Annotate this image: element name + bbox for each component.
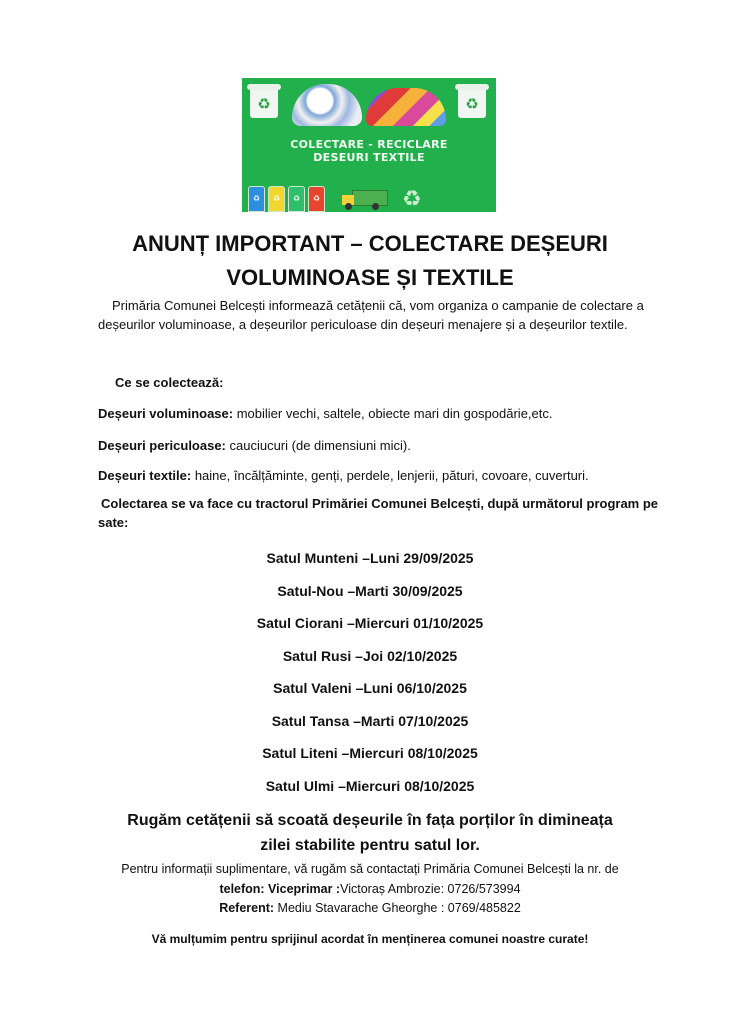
yellow-bin-icon: ♻	[268, 186, 285, 212]
recycle-bin-icon: ♻	[458, 88, 486, 118]
item-text: haine, încălțăminte, genți, perdele, lenjerii, pături, covoare, cuverturi.	[191, 468, 589, 483]
what-heading: Ce se colectează:	[115, 375, 224, 390]
info-ref-line	[60, 899, 680, 919]
item-voluminous	[98, 404, 658, 423]
schedule-item: Satul-Nou –Marti 30/09/2025	[277, 582, 463, 599]
banner-line-2: DESEURI TEXTILE	[313, 151, 425, 164]
recycle-bin-icon: ♻	[250, 88, 278, 118]
intro-paragraph: Primăria Comunei Belcești informează cetățenii că, vom organiza o campanie de colectare a deșeurilor voluminoase, a deșeurilor periculoase din deșeuri menajere și a deșeurilor textile.	[98, 298, 644, 332]
item-label: Deșeuri voluminoase:	[98, 406, 234, 421]
schedule-item: Satul Ciorani –Miercuri 01/10/2025	[256, 615, 484, 631]
banner-line-1: COLECTARE - RECICLARE	[290, 138, 448, 151]
contact-info	[60, 860, 680, 919]
plea-line-2: zilei stabilite pentru satul lor.	[260, 837, 480, 854]
blue-bin-icon: ♻	[248, 186, 265, 212]
item-hazardous	[98, 436, 658, 455]
schedule-item: Satul Ulmi –Miercuri 08/10/2025	[265, 777, 475, 794]
plea-text	[60, 808, 680, 858]
red-bin-icon: ♻	[308, 186, 325, 212]
title-line-1: ANUNȚ IMPORTANT – COLECTARE DEȘEURI	[132, 231, 608, 256]
title-line-2: VOLUMINOASE ȘI TEXTILE	[226, 265, 514, 290]
info-vice-line	[60, 880, 680, 900]
thanks-text: Vă mulțumim pentru sprijinul acordat în menținerea comunei noastre curate!	[151, 932, 589, 946]
white-clothes-pile	[292, 84, 362, 126]
schedule-item: Satul Tansa –Marti 07/10/2025	[271, 712, 469, 729]
phone-label: telefon: Viceprimar :	[219, 881, 341, 896]
item-text: cauciucuri (de dimensiuni mici).	[225, 438, 411, 453]
schedule-item: Satul Rusi –Joi 02/10/2025	[282, 647, 458, 664]
referent-contact: Mediu Stavarache Gheorghe : 0769/485822	[274, 901, 521, 915]
collection-note: Colectarea se va face cu tractorul Primăriei Comunei Belcești, după următorul program pe sate:	[98, 496, 659, 530]
colored-clothes-pile	[366, 88, 446, 126]
banner-text	[242, 138, 496, 164]
item-label: Deșeuri periculoase:	[98, 438, 226, 453]
schedule-list	[170, 542, 570, 802]
schedule-item: Satul Munteni –Luni 29/09/2025	[266, 550, 474, 566]
referent-label: Referent:	[219, 901, 275, 915]
green-bin-icon: ♻	[288, 186, 305, 212]
page-title	[40, 227, 700, 295]
item-text: mobilier vechi, saltele, obiecte mari din gospodărie,etc.	[233, 406, 553, 421]
campaign-banner	[242, 78, 496, 212]
truck-icon	[342, 190, 386, 210]
plea-line-1: Rugăm cetățenii să scoată deșeurile în fața porților în dimineața	[127, 812, 613, 829]
schedule-item: Satul Valeni –Luni 06/10/2025	[273, 680, 467, 696]
item-textile	[98, 466, 658, 485]
item-label: Deșeuri textile:	[98, 468, 192, 483]
vice-contact: Victoraș Ambrozie: 0726/573994	[340, 881, 521, 896]
recycle-icon: ♻	[402, 187, 422, 212]
info-line-1: Pentru informații suplimentare, vă rugăm să contactați Primăria Comunei Belcești la nr. de	[121, 862, 619, 876]
schedule-item: Satul Liteni –Miercuri 08/10/2025	[262, 745, 478, 761]
